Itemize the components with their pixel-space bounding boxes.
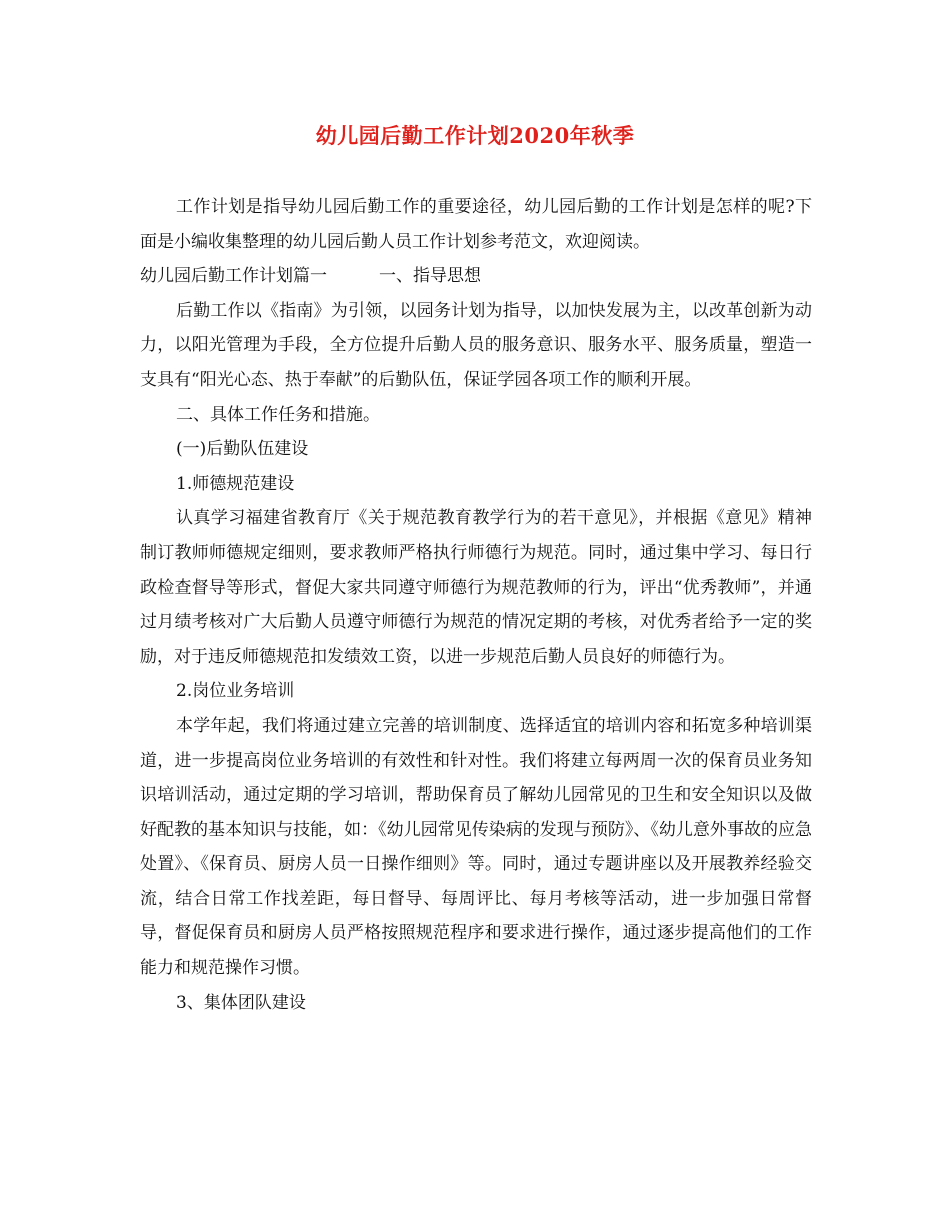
chapter-label: 幼儿园后勤工作计划篇一 bbox=[140, 266, 327, 287]
section1-paragraph: 后勤工作以《指南》为引领，以园务计划为指导，以加快发展为主，以改革创新为动力，以阳光管理为手段，全方位提升后勤人员的服务意识、服务水平、服务质量，塑造一支具有“阳光心态、热于奉献”的后勤队伍，保证学园各项工作的顺利开展。 bbox=[140, 300, 812, 390]
document-body bbox=[140, 190, 812, 1020]
item3-heading: 3、集体团队建设 bbox=[176, 992, 306, 1013]
section1-heading: 一、指导思想 bbox=[379, 266, 481, 287]
item1-paragraph: 认真学习福建省教育厅《关于规范教育教学行为的若干意见》，并根据《意见》精神制订教师师德规定细则，要求教师严格执行师德行为规范。同时，通过集中学习、每日行政检查督导等形式，督促大家共同遵守师德行为规范教师的行为，评出“优秀教师”，并通过月绩考核对广大后勤人员遵守师德行为规范的情况定期的考核，对优秀者给予一定的奖励，对于违反师德规范扣发绩效工资，以进一步规范后勤人员良好的师德行为。 bbox=[140, 508, 812, 667]
item1-heading: 1.师德规范建设 bbox=[176, 473, 295, 494]
chapter-line bbox=[140, 259, 812, 294]
intro-paragraph: 工作计划是指导幼儿园后勤工作的重要途径，幼儿园后勤的工作计划是怎样的呢?下面是小编收集整理的幼儿园后勤人员工作计划参考范文，欢迎阅读。 bbox=[140, 197, 812, 252]
item2-heading: 2.岗位业务培训 bbox=[176, 681, 295, 702]
sub1-heading: (一)后勤队伍建设 bbox=[176, 439, 309, 460]
item2-paragraph: 本学年起，我们将通过建立完善的培训制度、选择适宜的培训内容和拓宽多种培训渠道，进一步提高岗位业务培训的有效性和针对性。我们将建立每两周一次的保育员业务知识培训活动，通过定期的学习培训，帮助保育员了解幼儿园常见的卫生和安全知识以及做好配教的基本知识与技能，如：《幼儿园常见传染病的发现与预防》、《幼儿意外事故的应急处置》、《保育员、厨房人员一日操作细则》等。同时，通过专题讲座以及开展教养经验交流，结合日常工作找差距，每日督导、每周评比、每月考核等活动，进一步加强日常督导，督促保育员和厨房人员严格按照规范程序和要求进行操作，通过逐步提高他们的工作能力和规范操作习惯。 bbox=[140, 715, 812, 979]
section2-heading: 二、具体工作任务和措施。 bbox=[176, 404, 380, 425]
document-title: 幼儿园后勤工作计划2020年秋季 bbox=[315, 123, 635, 148]
